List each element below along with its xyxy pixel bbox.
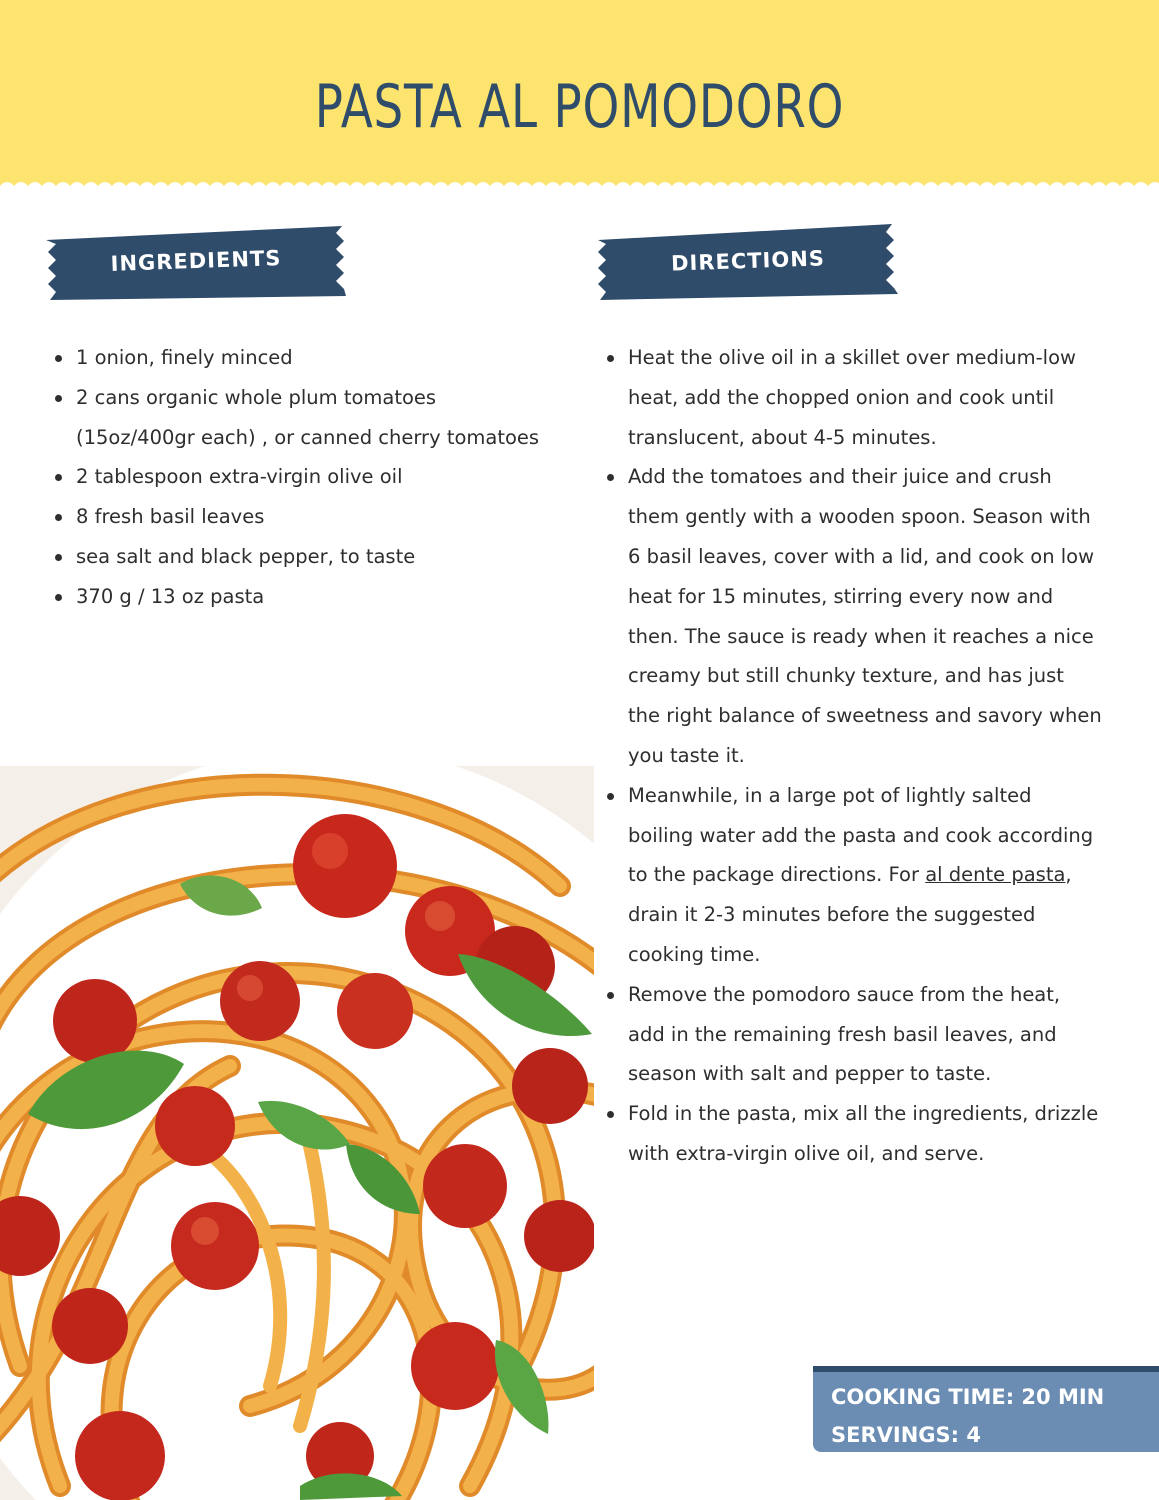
step-line: you taste it.	[628, 743, 745, 767]
step-line: Heat the olive oil in a skillet over medium-low	[628, 346, 1076, 369]
step-line: Remove the pomodoro sauce from the heat,	[628, 982, 1061, 1006]
list-item-text: 2 cans organic whole plum tomatoes	[76, 385, 437, 409]
step-line: the right balance of sweetness and savory when	[628, 704, 1102, 728]
step-line: cooking time.	[628, 942, 761, 966]
step-line: Meanwhile, in a large pot of lightly salted	[628, 783, 1032, 807]
pasta-photo	[0, 766, 594, 1500]
step-line: boiling water add the pasta and cook according	[628, 823, 1094, 847]
pasta-illustration	[0, 766, 594, 1500]
list-item	[604, 457, 1144, 775]
directions-banner	[596, 224, 900, 290]
step-line: them gently with a wooden spoon. Season with	[628, 505, 1091, 529]
list-item	[604, 975, 1144, 1094]
directions-list	[604, 338, 1144, 1174]
list-item	[604, 338, 1144, 457]
step-line: ,	[1065, 863, 1072, 887]
step-line: creamy but still chunky texture, and has just	[628, 664, 1064, 688]
list-item: 1 onion, finely minced	[52, 338, 572, 378]
ingredients-banner	[44, 226, 348, 292]
step-line: Add the tomatoes and their juice and crush	[628, 465, 1052, 489]
scalloped-edge	[0, 180, 1159, 194]
step-line: translucent, about 4-5 minutes.	[628, 425, 937, 449]
list-item: sea salt and black pepper, to taste	[52, 537, 572, 577]
list-item: 8 fresh basil leaves	[52, 497, 572, 537]
list-item: 2 tablespoon extra-virgin olive oil	[52, 457, 572, 497]
page-title: PASTA AL POMODORO	[314, 72, 845, 142]
list-item	[604, 1094, 1144, 1174]
step-line: season with salt and pepper to taste.	[628, 1062, 992, 1086]
ingredients-heading: INGREDIENTS	[110, 246, 282, 276]
step-line: then. The sauce is ready when it reaches a nice	[628, 624, 1094, 648]
list-item	[52, 378, 572, 458]
servings: SERVINGS: 4	[831, 1423, 981, 1447]
recipe-info-box	[813, 1366, 1159, 1452]
step-line: to the package directions. For	[628, 863, 926, 887]
step-line: heat for 15 minutes, stirring every now and	[628, 584, 1054, 608]
list-item	[604, 776, 1144, 975]
list-item: 370 g / 13 oz pasta	[52, 577, 572, 617]
step-line: add in the remaining fresh basil leaves, and	[628, 1022, 1057, 1046]
step-line: drain it 2-3 minutes before the suggested	[628, 903, 1036, 927]
step-line: heat, add the chopped onion and cook until	[628, 385, 1055, 409]
directions-heading: DIRECTIONS	[670, 246, 826, 276]
step-line: with extra-virgin olive oil, and serve.	[628, 1141, 985, 1165]
al-dente-pasta-link[interactable]: al dente pasta	[925, 863, 1066, 887]
ingredients-list	[52, 338, 572, 617]
step-line: Fold in the pasta, mix all the ingredients, drizzle	[628, 1102, 1099, 1126]
list-item-text: (15oz/400gr each) , or canned cherry tomatoes	[76, 425, 540, 449]
cooking-time: COOKING TIME: 20 MIN	[831, 1385, 1105, 1409]
step-line: 6 basil leaves, cover with a lid, and cook on low	[628, 544, 1095, 568]
